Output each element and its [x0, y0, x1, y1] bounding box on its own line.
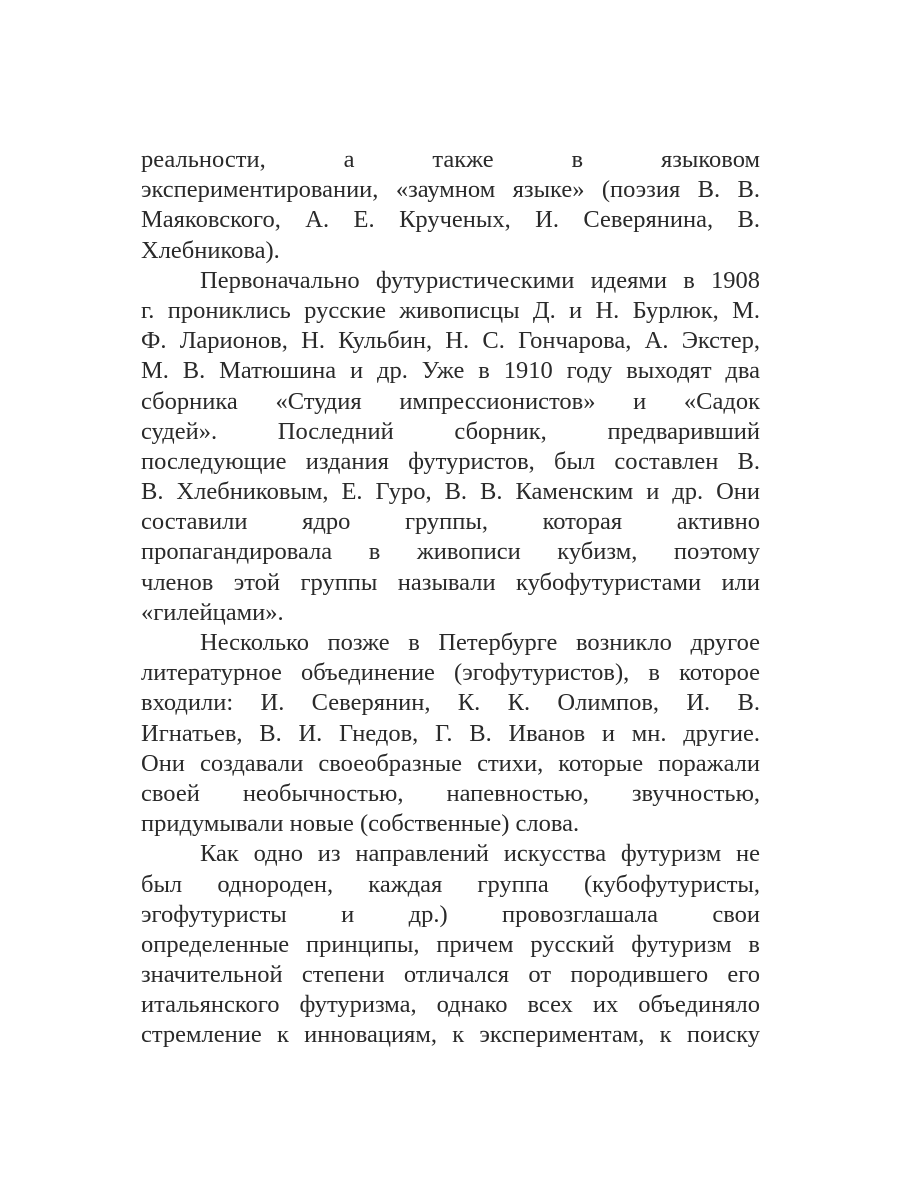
text-line: Несколько позже в Петербурге возникло другое — [200, 629, 760, 656]
text-line: Первоначально футуристическими идеями в 1908 — [200, 266, 760, 294]
body-text — [141, 145, 760, 1051]
text-line: составили ядро группы, которая активно — [141, 508, 760, 536]
text-line: реальности, а также в языковом — [141, 146, 760, 173]
text-line: был однороден, каждая группа (кубофутуристы, — [141, 870, 760, 898]
text-line: членов этой группы называли кубофутуристами или — [141, 568, 760, 596]
text-line: г. прониклись русские живописцы Д. и Н. Бурлюк, М. — [141, 296, 760, 324]
text-line: итальянского футуризма, однако всех их объединяло — [141, 991, 760, 1019]
text-line: Как одно из направлений искусства футуризм не — [200, 840, 760, 868]
text-line: «гилейцами». — [141, 598, 284, 626]
text-line: В. Хлебниковым, Е. Гуро, В. В. Каменским и др. Они — [141, 478, 760, 506]
text-line: значительной степени отличался от породившего его — [141, 961, 760, 989]
text-line: Маяковского, А. Е. Крученых, И. Северянина, В. — [141, 206, 760, 234]
text-line: придумывали новые (собственные) слова. — [141, 810, 580, 838]
text-line: определенные принципы, причем русский футуризм в — [141, 930, 760, 958]
text-line: входили: И. Северянин, К. К. Олимпов, И. В. — [141, 689, 760, 717]
text-line: последующие издания футуристов, был составлен В. — [141, 447, 760, 475]
text-line: М. В. Матюшина и др. Уже в 1910 году выходят два — [141, 357, 760, 385]
text-line: стремление к инновациям, к экспериментам, к поиску — [141, 1021, 760, 1049]
text-line: Хлебникова). — [141, 236, 280, 264]
text-line: судей». Последний сборник, предваривший — [141, 417, 760, 445]
text-line: своей необычностью, напевностью, звучностью, — [141, 779, 760, 807]
text-line: Они создавали своеобразные стихи, которые поражали — [141, 749, 760, 777]
text-line: сборника «Студия импрессионистов» и «Садок — [141, 387, 760, 415]
text-line: экспериментировании, «заумном языке» (поэзия В. В. — [141, 176, 760, 204]
text-line: Игнатьев, В. И. Гнедов, Г. В. Иванов и мн. другие. — [141, 719, 760, 747]
text-line: эгофутуристы и др.) провозглашала свои — [141, 900, 760, 928]
text-line: литературное объединение (эгофутуристов), в которое — [141, 659, 760, 687]
text-line: пропагандировала в живописи кубизм, поэтому — [141, 538, 760, 566]
text-line: Ф. Ларионов, Н. Кульбин, Н. С. Гончарова, А. Экстер, — [141, 327, 760, 355]
